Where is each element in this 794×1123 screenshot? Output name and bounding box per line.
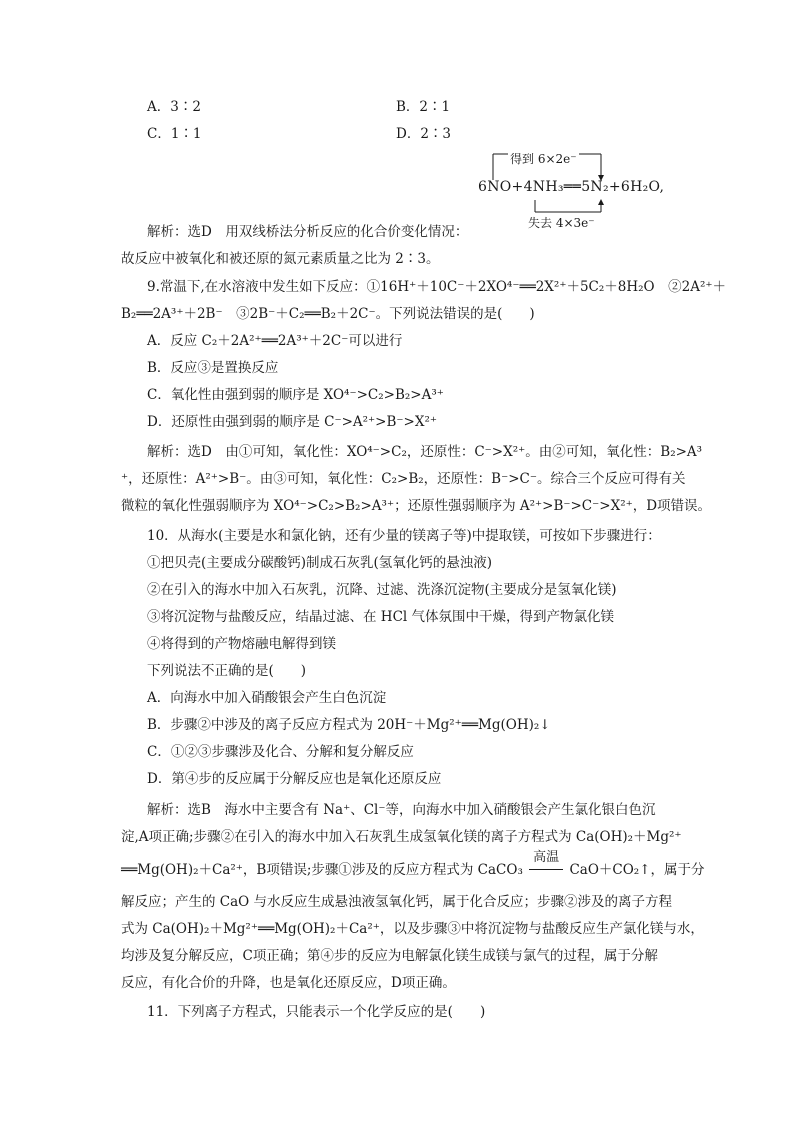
q11-stem: 11．下列离子方程式，只能表示一个化学反应的是( ) [147, 1004, 486, 1020]
q10-question: 下列说法不正确的是( ) [147, 663, 307, 679]
q8-analysis-line-2: 故反应中被氧化和被还原的氮元素质量之比为 2∶3。 [121, 251, 440, 267]
gain-electron-label: 得到 6×2e⁻ [510, 152, 577, 166]
q10-step-4: ④将得到的产物熔融电解得到镁 [147, 636, 336, 652]
q9-option-d: D．还原性由强到弱的顺序是 C⁻>A²⁺>B⁻>X²⁺ [147, 414, 437, 430]
q8-option-a: A．3∶2 [147, 99, 201, 115]
q10-analysis-line-6: 均涉及复分解反应，C项正确；第④步的反应为电解氯化镁生成镁与氯气的过程，属于分解 [121, 948, 658, 964]
electron-transfer-diagram [478, 146, 708, 228]
q10-step-1: ①把贝壳(主要成分碳酸钙)制成石灰乳(氢氧化钙的悬浊液) [147, 555, 493, 571]
q9-analysis-line-3: 微粒的氧化性强弱顺序为 XO⁴⁻>C₂>B₂>A³⁺；还原性强弱顺序为 A²⁺>B⁻>C⁻>X²⁺，D项错误。 [121, 498, 712, 514]
q10-analysis-line-3-pre: ══Mg(OH)₂＋Ca²⁺，B项错误;步骤①涉及的反应方程式为 CaCO₃ [121, 862, 523, 878]
q8-option-c: C．1∶1 [147, 126, 202, 142]
q9-analysis-line-2: ⁺，还原性：A²⁺>B⁻。由③可知，氧化性：C₂>B₂，还原性：B⁻>C⁻。综合三个反应可得有关 [121, 471, 686, 487]
q9-stem-line-1: 9.常温下,在水溶液中发生如下反应：①16H⁺＋10C⁻＋2XO⁴⁻══2X²⁺＋5C₂＋8H₂O ②2A²⁺＋ [147, 279, 726, 295]
q8-option-b: B．2∶1 [396, 99, 451, 115]
lose-electron-label: 失去 4×3e⁻ [528, 216, 595, 230]
q10-analysis-line-5: 式为 Ca(OH)₂＋Mg²⁺══Mg(OH)₂＋Ca²⁺，以及步骤③中将沉淀物与盐酸反应生产氯化镁与水， [121, 921, 704, 937]
q10-step-2: ②在引入的海水中加入石灰乳，沉降、过滤、洗涤沉淀物(主要成分是氢氧化镁) [147, 582, 617, 598]
q8-analysis-line-1: 解析：选D 用双线桥法分析反应的化合价变化情况： [147, 224, 469, 240]
q8-option-d: D．2∶3 [396, 126, 452, 142]
q9-option-c: C．氧化性由强到弱的顺序是 XO⁴⁻>C₂>B₂>A³⁺ [147, 387, 444, 403]
q10-analysis-line-2: 淀,A项正确;步骤②在引入的海水中加入石灰乳生成氢氧化镁的离子方程式为 Ca(OH)₂＋Mg²⁺ [121, 829, 682, 845]
q9-analysis-line-1: 解析：选D 由①可知，氧化性：XO⁴⁻>C₂，还原性：C⁻>X²⁺。由②可知，氧化性：B₂>A³ [147, 444, 703, 460]
q10-analysis-line-4: 解反应；产生的 CaO 与水反应生成悬浊液氢氧化钙，属于化合反应；步骤②涉及的离子方程 [121, 894, 673, 910]
q9-option-b: B．反应③是置换反应 [147, 360, 279, 376]
heating-condition [527, 850, 565, 879]
q10-option-b: B．步骤②中涉及的离子反应方程式为 20H⁻＋Mg²⁺══Mg(OH)₂↓ [147, 717, 551, 733]
q10-analysis-line-3-post: CaO＋CO₂↑，属于分 [569, 862, 705, 878]
q10-option-d: D．第④步的反应属于分解反应也是氧化还原反应 [147, 771, 442, 787]
q9-option-a: A．反应 C₂＋2A²⁺══2A³⁺＋2C⁻可以进行 [147, 333, 403, 349]
q10-step-3: ③将沉淀物与盐酸反应，结晶过滤、在 HCl 气体氛围中干燥，得到产物氯化镁 [147, 609, 615, 625]
q10-analysis-line-1: 解析：选B 海水中主要含有 Na⁺、Cl⁻等，向海水中加入硝酸银会产生氯化银白色沉 [147, 802, 656, 818]
high-temp-label: 高温 [533, 850, 560, 865]
q9-stem-line-2: B₂══2A³⁺＋2B⁻ ③2B⁻＋C₂══B₂＋2C⁻。下列说法错误的是( ) [121, 306, 535, 322]
q10-analysis-line-3 [121, 850, 705, 879]
q10-analysis-line-7: 反应，有化合价的升降，也是氧化还原反应，D项正确。 [121, 975, 456, 991]
q10-option-c: C．①②③步骤涉及化合、分解和复分解反应 [147, 744, 414, 760]
q10-option-a: A．向海水中加入硝酸银会产生白色沉淀 [147, 690, 387, 706]
q10-stem: 10．从海水(主要是水和氯化钠，还有少量的镁离子等)中提取镁，可按如下步骤进行： [147, 528, 661, 544]
redox-equation: 6NO+4NH₃══5N₂+6H₂O, [478, 179, 665, 195]
